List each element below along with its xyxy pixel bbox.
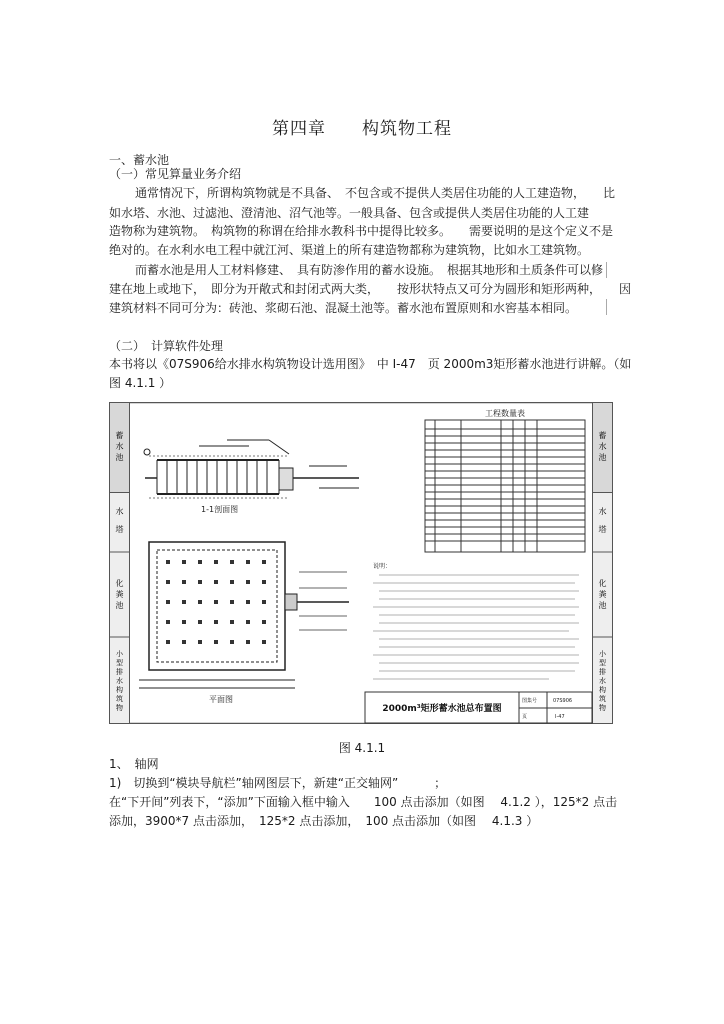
figure-caption: 图 4.1.1 xyxy=(338,741,386,755)
atlas-number-label: 图集号 xyxy=(522,698,538,704)
paragraph-line: 而蓄水池是用人工材料修建、 具有防渗作用的蓄水设施。 根据其地形和土质条件可以修 xyxy=(135,263,604,277)
paragraph-line: 通常情况下，所谓构筑物就是不具备、 不包含或不提供人类居住功能的人工建造物， 比 xyxy=(135,186,616,200)
paragraph-line: 造物称为建筑物。 构筑物的称谓在给排水教科书中提得比较多。 需要说明的是这个定义不是 xyxy=(109,224,614,238)
text-box-edge xyxy=(606,262,607,278)
side-label-left: 化粪池 xyxy=(115,579,124,610)
side-label-right: 小型排水构筑物 xyxy=(599,650,606,712)
chapter-title: 第四章 构筑物工程 xyxy=(272,119,452,139)
atlas-number-value: 07S906 xyxy=(553,698,573,704)
reservoir-drawing-figure xyxy=(109,402,613,724)
text-box-edge xyxy=(606,299,607,315)
subsection-heading-business: （一）常见算量业务介绍 xyxy=(109,167,242,181)
drawing-title: 2000m³矩形蓄水池总布置图 xyxy=(382,704,502,714)
table-title: 工程数量表 xyxy=(485,409,525,418)
side-label-right: 化粪池 xyxy=(598,579,607,610)
subsection-heading-software: （二） 计算软件处理 xyxy=(109,339,224,353)
section-heading-axis-grid: 1、 轴网 xyxy=(109,757,159,771)
step-line: 在“下开间”列表下，“添加”下面输入框中输入 100 点击添加（如图 4.1.2 ），125*2 点击 xyxy=(109,795,618,809)
step-line: 添加，3900*7 点击添加， 125*2 点击添加， 100 点击添加（如图 4.1.3 ） xyxy=(109,814,539,828)
side-label-left: 小型排水构筑物 xyxy=(116,650,123,712)
step-line: 1) 切换到“模块导航栏”轴网图层下，新建“正交轴网” ； xyxy=(109,776,447,790)
paragraph-line: 建在地上或地下， 即分为开敞式和封闭式两大类， 按形状特点又可分为圆形和矩形两种， 因 xyxy=(109,282,632,296)
side-label-left: 水塔 xyxy=(115,507,124,534)
side-label-right: 水塔 xyxy=(598,507,607,534)
section-heading-reservoir: 一、蓄水池 xyxy=(109,153,170,167)
page-value: I-47 xyxy=(555,714,565,720)
side-label-left: 蓄水池 xyxy=(115,431,124,462)
side-label-right: 蓄水池 xyxy=(598,431,607,462)
section-view-label: 1-1剖面图 xyxy=(201,505,239,514)
paragraph-line: 本书将以《07S906给水排水构筑物设计选用图》 中 I-47 页 2000m3矩形蓄水池进行讲解。（如 xyxy=(109,357,632,371)
paragraph-line: 图 4.1.1 ） xyxy=(109,376,172,390)
paragraph-line: 如水塔、水池、过滤池、澄清池、沼气池等。一般具备、包含或提供人类居住功能的人工建 xyxy=(109,206,590,220)
page-label: 页 xyxy=(522,714,528,720)
notes-heading: 说明： xyxy=(373,563,392,570)
paragraph-line: 绝对的。在水利水电工程中就江河、渠道上的所有建造物都称为建筑物，比如水工建筑物。 xyxy=(109,243,590,257)
plan-view-label: 平面图 xyxy=(209,695,233,704)
paragraph-line: 建筑材料不同可分为：砖池、浆砌石池、混凝土池等。蓄水池布置原则和水窖基本相同。 xyxy=(109,301,578,315)
